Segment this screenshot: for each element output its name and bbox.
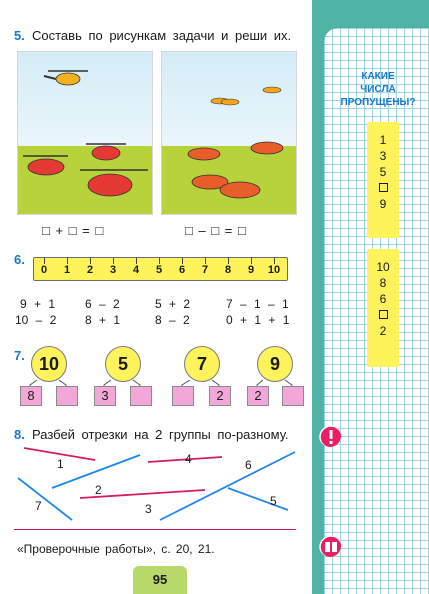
task8-text: Разбей отрезки на 2 группы по-разному. [32, 427, 289, 442]
ruler-label: 6 [178, 264, 186, 276]
panel-number: 1 [379, 133, 387, 147]
airplane-picture [161, 51, 297, 215]
ruler-label: 4 [132, 264, 140, 276]
number-house-right[interactable] [130, 386, 152, 406]
number-house-left[interactable] [172, 386, 194, 406]
number-house-top: 5 [105, 346, 141, 382]
number-house-top: 9 [257, 346, 293, 382]
ruler-label: 7 [201, 264, 209, 276]
task7-number: 7. [14, 348, 25, 363]
workbook-icon [319, 535, 341, 557]
task5-equation-subtraction: □ – □ = □ [185, 223, 247, 238]
number-house-top: 10 [31, 346, 67, 382]
ruler-label: 0 [40, 264, 48, 276]
expression: 10 – 2 [15, 313, 57, 327]
panel-number: 9 [379, 197, 387, 211]
number-ruler [33, 257, 288, 281]
panel-number: 10 [376, 260, 390, 274]
sidebar-title-line: ПРОПУЩЕНЫ? [340, 97, 416, 108]
segment-label: 7 [35, 499, 42, 513]
panel-number: 3 [379, 149, 387, 163]
airplane-icon [162, 52, 296, 214]
task8-number: 8. [14, 427, 25, 442]
number-house-right[interactable] [282, 386, 304, 406]
segment-label: 4 [185, 452, 192, 466]
panel-number: 5 [379, 165, 387, 179]
number-house-left[interactable]: 2 [247, 386, 269, 406]
task5-number: 5. [14, 28, 25, 43]
workbook-reference: «Проверочные работы», с. 20, 21. [17, 542, 215, 556]
ruler-label: 1 [63, 264, 71, 276]
ruler-label: 8 [224, 264, 232, 276]
exclamation-icon [319, 425, 341, 447]
task5-equation-addition: □ + □ = □ [42, 223, 105, 238]
segment-label: 2 [95, 483, 102, 497]
line-segments [0, 440, 312, 530]
expression: 0 + 1 + 1 [226, 313, 290, 327]
ruler-label: 3 [109, 264, 117, 276]
missing-numbers-panel-1 [367, 122, 399, 238]
page-number: 95 [133, 566, 187, 594]
task6-number: 6. [14, 252, 25, 267]
ruler-label: 9 [247, 264, 255, 276]
expression: 8 – 2 [155, 313, 190, 327]
expression: 8 + 1 [85, 313, 121, 327]
expression: 9 + 1 [20, 297, 56, 311]
blank-square[interactable] [367, 180, 399, 196]
segment-5 [228, 488, 288, 510]
number-house-right[interactable] [56, 386, 78, 406]
segment-label: 3 [145, 502, 152, 516]
helicopter-picture [17, 51, 153, 215]
expression: 5 + 2 [155, 297, 191, 311]
number-house-left[interactable]: 8 [20, 386, 42, 406]
number-house-top: 7 [184, 346, 220, 382]
sidebar-title-line: КАКИЕ [361, 71, 395, 82]
helicopter-icon [18, 52, 152, 214]
blank-square[interactable] [367, 307, 399, 323]
panel-number: 2 [379, 324, 387, 338]
number-house-right[interactable]: 2 [209, 386, 231, 406]
segment-label: 5 [270, 494, 277, 508]
expression: 7 – 1 – 1 [226, 297, 289, 311]
panel-number: 8 [379, 276, 387, 290]
ruler-label: 5 [155, 264, 163, 276]
sidebar-title [332, 70, 424, 109]
segment-label: 6 [245, 458, 252, 472]
ruler-label: 2 [86, 264, 94, 276]
number-house-left[interactable]: 3 [94, 386, 116, 406]
sidebar-title-line: ЧИСЛА [360, 84, 396, 95]
ruler-label: 10 [267, 264, 281, 276]
divider [14, 529, 296, 530]
panel-number: 6 [379, 292, 387, 306]
segment-label: 1 [57, 457, 64, 471]
expression: 6 – 2 [85, 297, 120, 311]
missing-numbers-panel-2 [367, 249, 399, 367]
segment-6 [160, 452, 295, 520]
task5-text: Составь по рисункам задачи и реши их. [32, 28, 292, 43]
